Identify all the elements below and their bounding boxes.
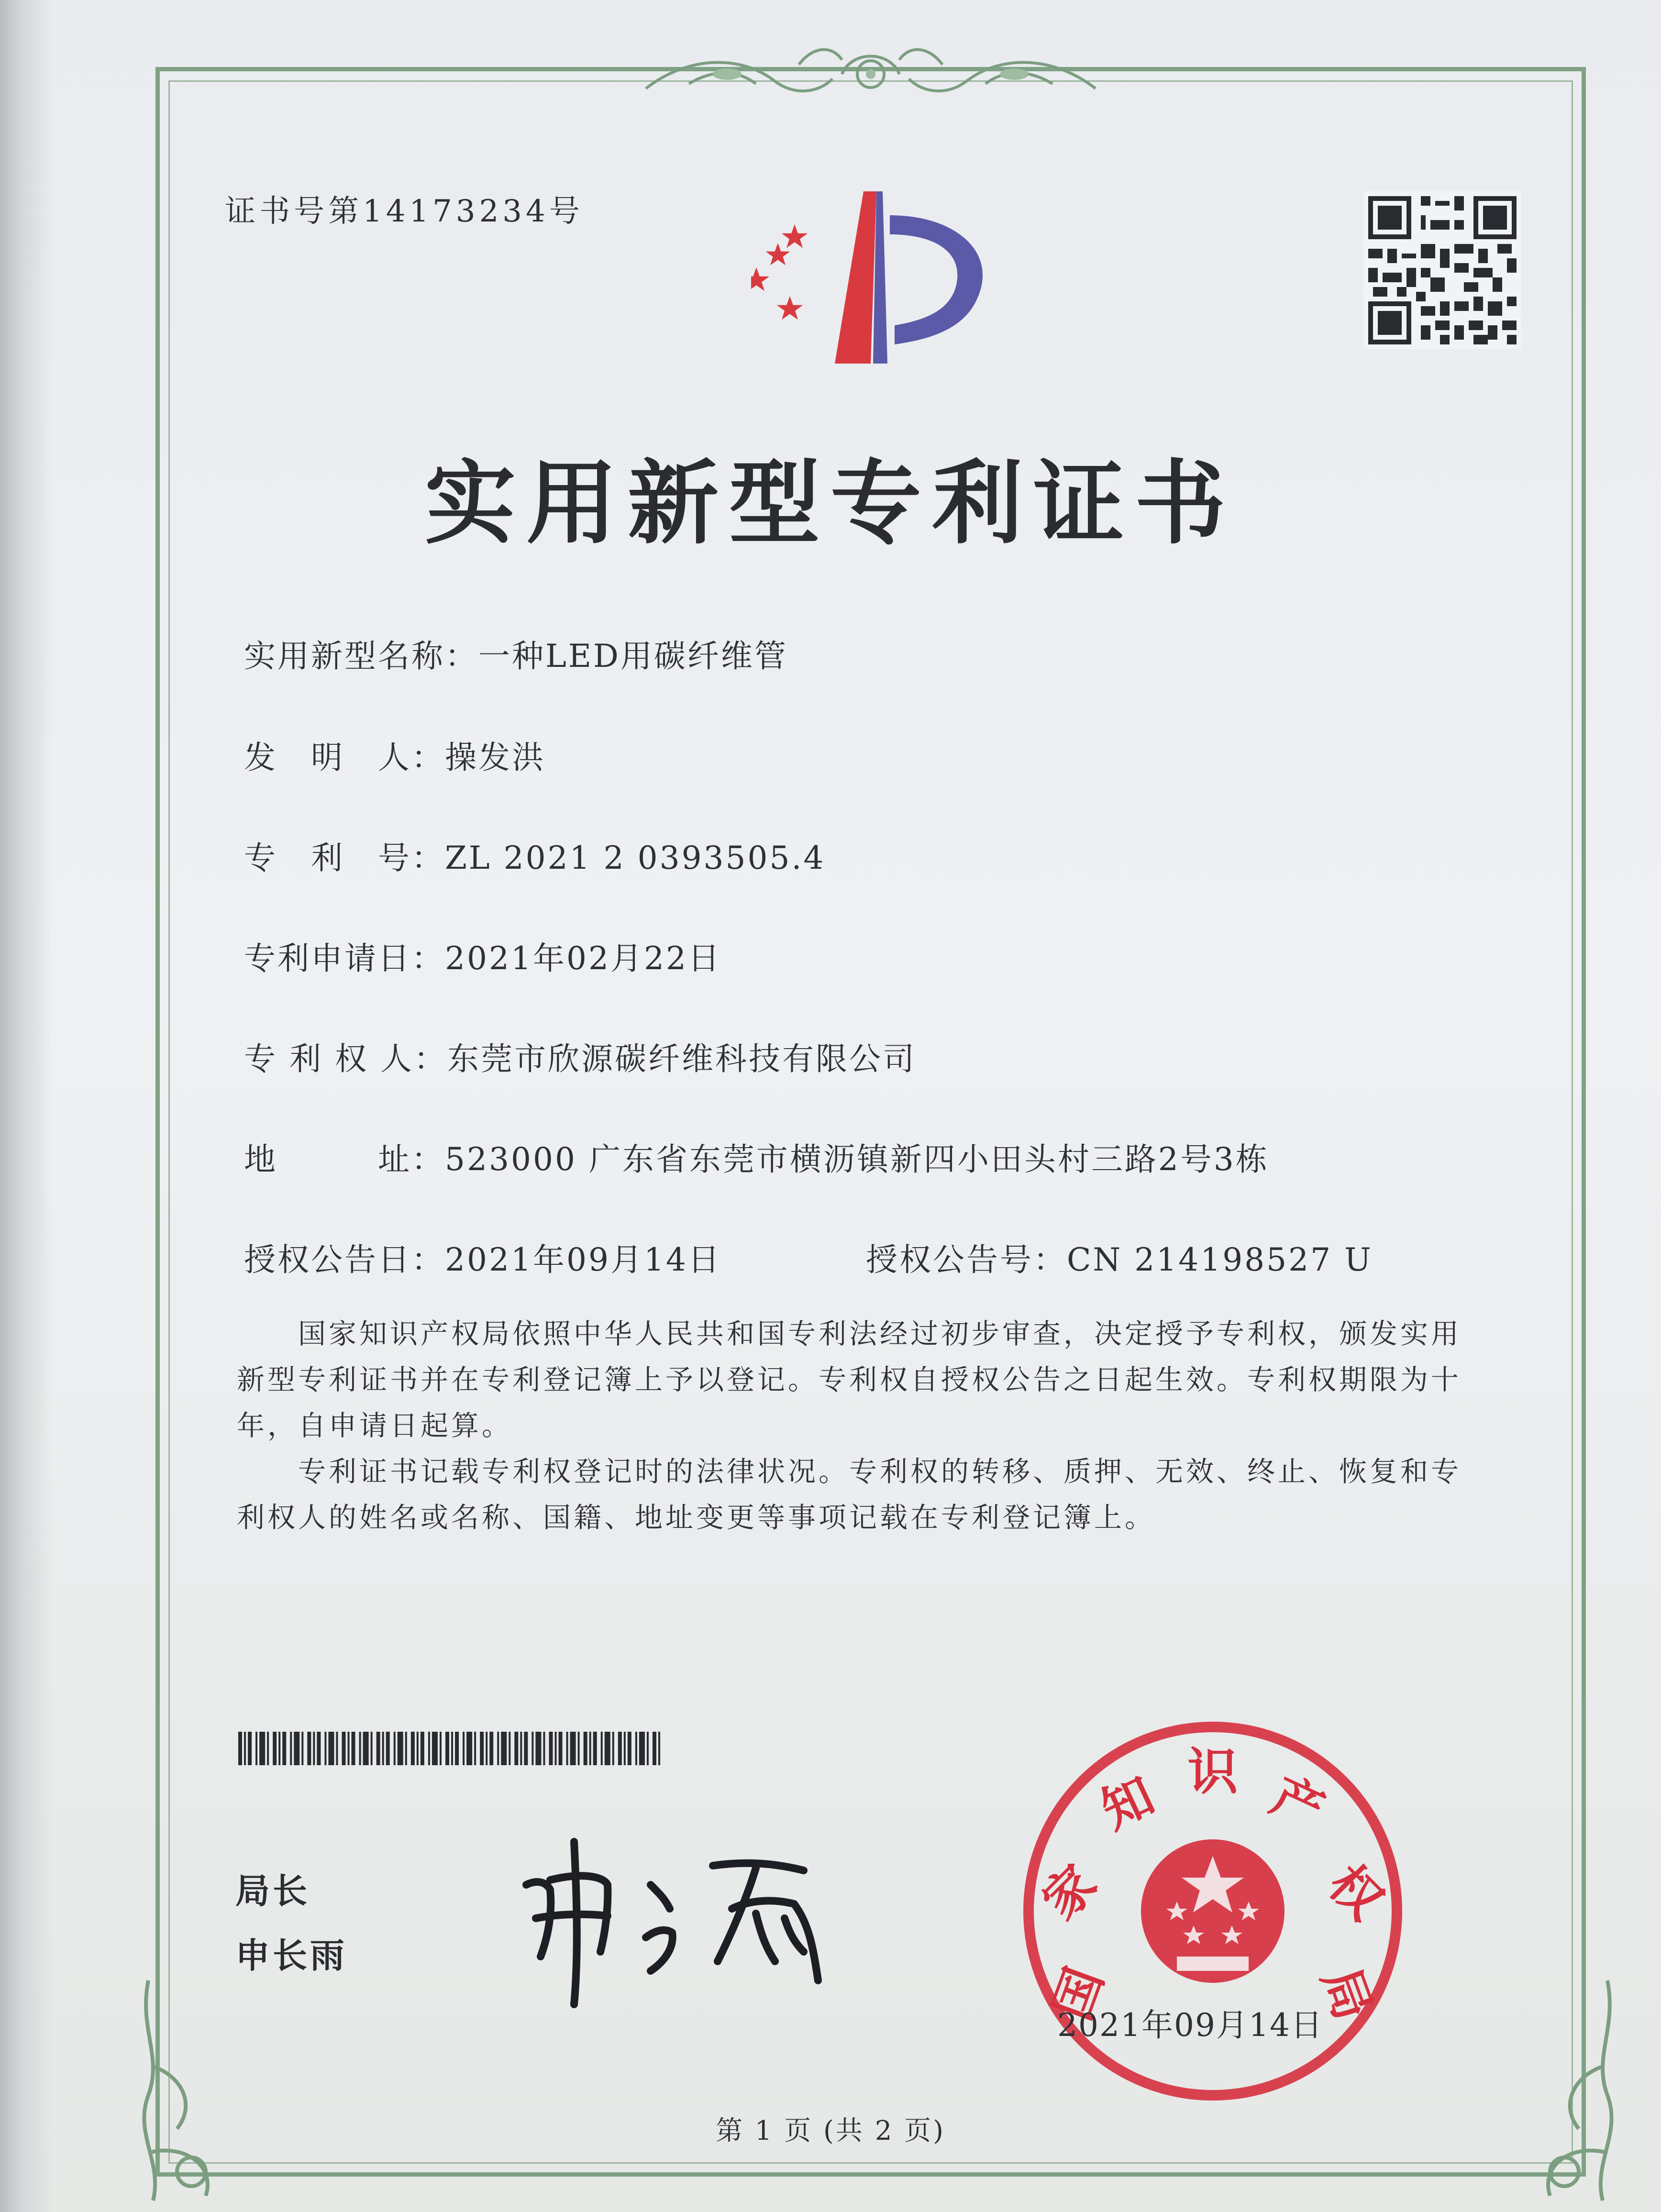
field-value: 2021年02月22日 bbox=[445, 940, 721, 977]
certificate-number: 证书号第14173234号 bbox=[225, 194, 584, 229]
field-value: 东莞市欣源碳纤维科技有限公司 bbox=[447, 1040, 916, 1077]
svg-text:家: 家 bbox=[1030, 1853, 1108, 1931]
svg-text:权: 权 bbox=[1317, 1853, 1395, 1931]
svg-text:国: 国 bbox=[1041, 1960, 1115, 2028]
qr-code-icon bbox=[1363, 191, 1521, 349]
field-grant-date bbox=[244, 1234, 721, 1280]
seal-date: 2021年09月14日 bbox=[1057, 2007, 1323, 2044]
field-patent-number bbox=[244, 832, 826, 878]
cnipa-emblem-icon bbox=[751, 182, 1000, 378]
field-value: ZL 2021 2 0393505.4 bbox=[445, 840, 826, 876]
statement-line: 专利证书记载专利权登记时的法律状况。专利权的转移、质押、无效、终止、恢复和专 bbox=[237, 1455, 1462, 1488]
field-label: 发 明 人： bbox=[244, 739, 445, 776]
statement-line: 国家知识产权局依照中华人民共和国专利法经过初步审查，决定授予专利权，颁发实用 bbox=[237, 1317, 1462, 1350]
official-seal bbox=[1019, 1717, 1406, 2105]
svg-text:识: 识 bbox=[1187, 1742, 1238, 1801]
certificate-title: 实用新型专利证书 bbox=[424, 450, 1236, 556]
barcode-icon bbox=[238, 1732, 660, 1765]
field-value: 操发洪 bbox=[445, 739, 545, 776]
field-label: 授权公告号： bbox=[866, 1241, 1067, 1278]
field-label: 实用新型名称： bbox=[244, 638, 478, 675]
field-value: 2021年09月14日 bbox=[445, 1241, 721, 1278]
statement-paragraph bbox=[237, 1311, 1462, 1540]
svg-text:知: 知 bbox=[1092, 1765, 1163, 1841]
field-value: 一种LED用碳纤维管 bbox=[478, 638, 788, 675]
field-patentee bbox=[244, 1033, 916, 1079]
field-value: CN 214198527 U bbox=[1067, 1241, 1373, 1278]
field-grant-number bbox=[866, 1234, 1373, 1280]
corner-ornament-icon bbox=[1464, 1971, 1636, 2210]
signer-title: 局长 bbox=[235, 1871, 310, 1911]
field-label: 专 利 权 人： bbox=[244, 1040, 447, 1077]
paper-edge-shadow bbox=[0, 0, 53, 2212]
statement-line: 利权人的姓名或名称、国籍、地址变更等事项记载在专利登记簿上。 bbox=[237, 1501, 1156, 1534]
field-label: 专利申请日： bbox=[244, 940, 445, 977]
field-label: 授权公告日： bbox=[244, 1241, 445, 1278]
field-label: 专 利 号： bbox=[244, 840, 445, 876]
svg-text:局: 局 bbox=[1311, 1960, 1384, 2028]
handwritten-signature bbox=[507, 1827, 871, 2009]
svg-text:产: 产 bbox=[1262, 1765, 1333, 1841]
page-indicator: 第 1 页 (共 2 页) bbox=[716, 2115, 945, 2146]
field-value: 523000 广东省东莞市横沥镇新四小田头村三路2号3栋 bbox=[445, 1141, 1269, 1178]
signer-name: 申长雨 bbox=[235, 1936, 348, 1976]
corner-ornament-icon bbox=[120, 1971, 292, 2210]
top-ornament-icon bbox=[631, 36, 1110, 108]
field-utility-model-name bbox=[244, 630, 788, 676]
field-filing-date bbox=[244, 933, 721, 978]
statement-line: 新型专利证书并在专利登记簿上予以登记。专利权自授权公告之日起生效。专利权期限为十 bbox=[237, 1363, 1462, 1396]
field-inventor bbox=[244, 732, 545, 777]
statement-line: 年，自申请日起算。 bbox=[237, 1409, 513, 1442]
field-label: 地 址： bbox=[244, 1141, 445, 1178]
field-address bbox=[244, 1134, 1269, 1179]
